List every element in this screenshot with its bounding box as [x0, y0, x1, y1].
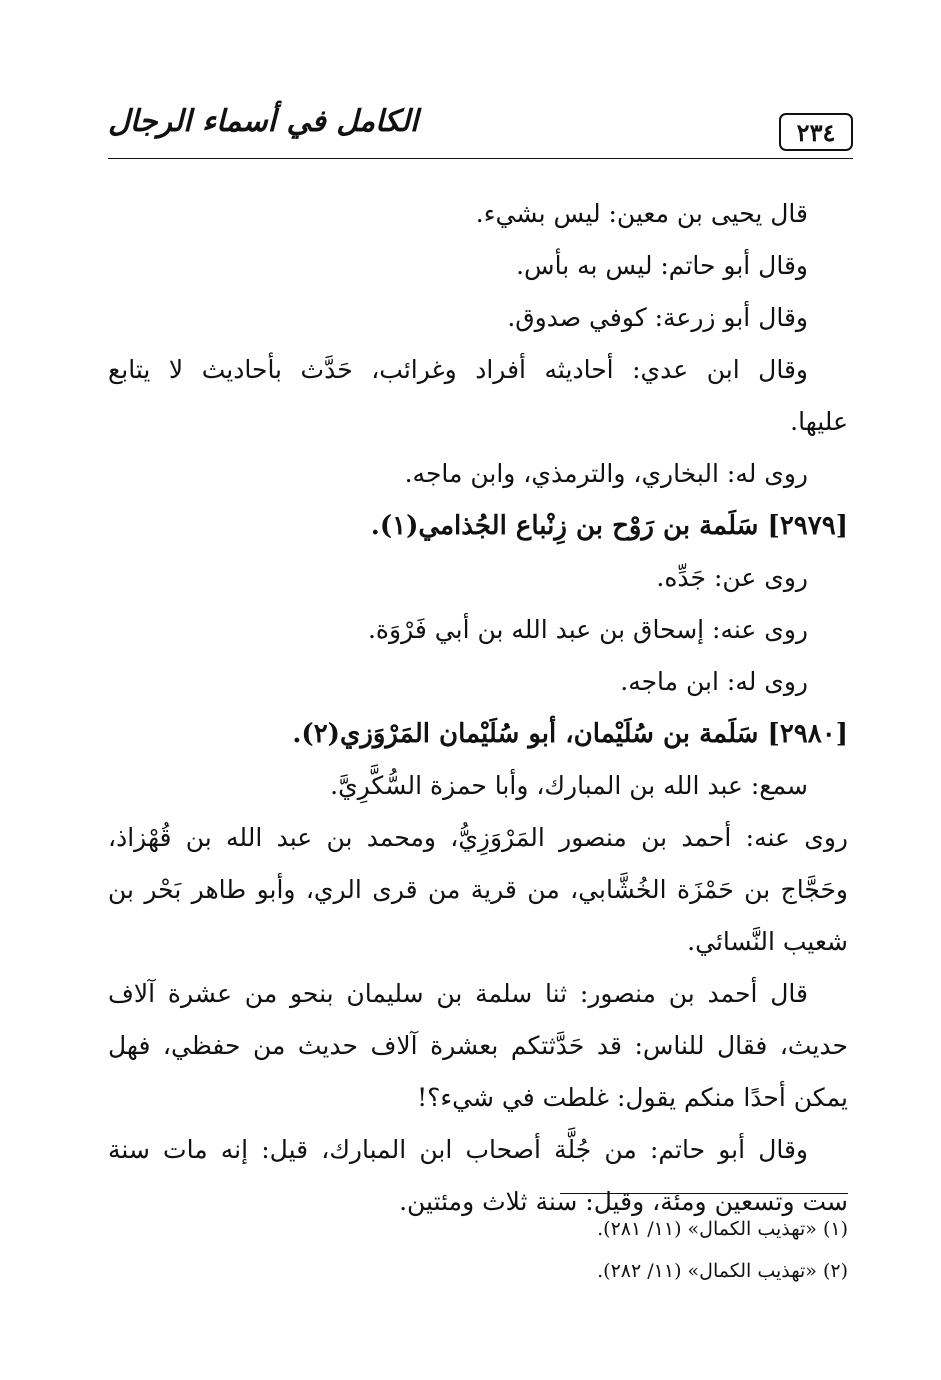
footnote-1: (١) «تهذيب الكمال» (١١/ ٢٨١). — [597, 1218, 848, 1240]
text-line: حديث، فقال للناس: قد حَدَّثتكم بعشرة آلاف حديث من حفظي، فهل — [108, 1031, 848, 1060]
text-line: قال يحيى بن معين: ليس بشيء. — [475, 199, 808, 228]
text-line: قال أحمد بن منصور: ثنا سلمة بن سليمان بنحو من عشرة آلاف — [108, 979, 808, 1008]
text-line: عليها. — [790, 407, 848, 436]
page-number: ٢٣٤ — [779, 113, 853, 151]
text-line: روى له: البخاري، والترمذي، وابن ماجه. — [404, 459, 808, 488]
page-header — [108, 100, 853, 162]
footnote-divider — [560, 1193, 848, 1194]
text-line: وقال أبو زرعة: كوفي صدوق. — [507, 303, 808, 332]
text-line: روى عنه: إسحاق بن عبد الله بن أبي فَرْوَة. — [367, 615, 808, 644]
entry-heading-2980: [٢٩٨٠] سَلَمة بن سُلَيْمان، أبو سُلَيْمان المَرْوَزي(٢). — [292, 719, 848, 749]
text-line: سمع: عبد الله بن المبارك، وأبا حمزة السُّكَّرِيَّ. — [330, 771, 808, 800]
text-line: وقال أبو حاتم: من جُلَّة أصحاب ابن المبارك، قيل: إنه مات سنة — [108, 1135, 808, 1164]
text-line: روى له: ابن ماجه. — [620, 667, 808, 696]
text-line: وقال ابن عدي: أحاديثه أفراد وغرائب، حَدَّث بأحاديث لا يتابع — [108, 355, 808, 384]
footnote-2: (٢) «تهذيب الكمال» (١١/ ٢٨٢). — [597, 1260, 848, 1282]
entry-heading-2979: [٢٩٧٩] سَلَمة بن رَوْح بن زِنْباع الجُذامي(١). — [370, 511, 848, 541]
footnotes — [108, 1208, 848, 1292]
text-line: وحَجَّاج بن حَمْزَة الخُشَّابي، من قرية من قرى الري، وأبو طاهر بَحْر بن — [108, 875, 848, 904]
main-text — [108, 188, 848, 1228]
text-line: يمكن أحدًا منكم يقول: غلطت في شيء؟! — [417, 1083, 848, 1112]
book-title: الكامل في أسماء الرجال — [108, 104, 419, 139]
text-line: ست وتسعين ومئة، وقيل: سنة ثلاث ومئتين. — [399, 1187, 848, 1216]
text-line: روى عنه: أحمد بن منصور المَرْوَزِيُّ، ومحمد بن عبد الله بن قُهْزاذ، — [108, 823, 848, 852]
header-divider — [108, 158, 853, 159]
text-line: وقال أبو حاتم: ليس به بأس. — [516, 251, 808, 280]
text-line: روى عن: جَدِّه. — [656, 563, 808, 592]
text-line: شعيب النَّسائي. — [687, 927, 848, 956]
